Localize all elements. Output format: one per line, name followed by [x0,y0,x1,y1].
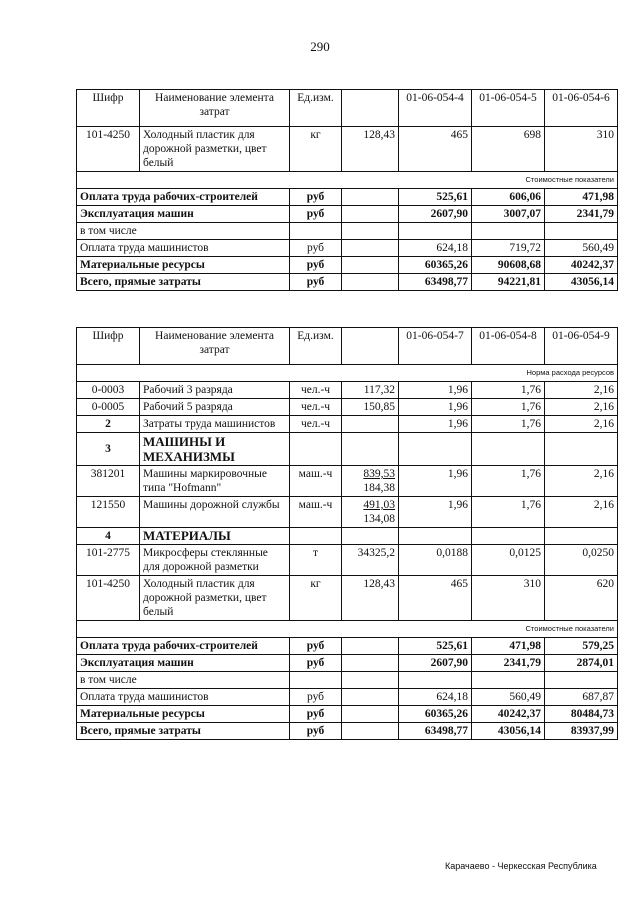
cost-name: Оплата труда машинистов [77,689,290,706]
row-unit: маш.-ч [290,466,342,497]
cost-unit: руб [290,189,342,206]
row-code: 0-0003 [77,382,140,399]
row-unit: т [290,545,342,576]
row-price: 491,03 [363,499,395,511]
row-unit: чел.-ч [290,399,342,416]
row-value-2: 1,76 [472,399,545,416]
row-unit [290,528,342,545]
row-price-cell [342,497,399,528]
page-number: 290 [310,39,330,54]
header-col-3: 01-06-054-9 [545,328,618,365]
row-unit: кг [290,127,342,172]
cost-value-2: 2341,79 [472,655,545,672]
cost-name: Оплата труда рабочих-строителей [77,638,290,655]
cost-unit: руб [290,274,342,291]
cost-unit: руб [290,723,342,740]
header-code: Шифр [77,90,140,127]
row-unit: маш.-ч [290,497,342,528]
row-value-3: 310 [545,127,618,172]
cost-row [77,223,618,240]
header-unit: Ед.изм. [290,90,342,127]
header-code: Шифр [77,328,140,365]
cost-value-2: 560,49 [472,689,545,706]
header-col-2: 01-06-054-5 [472,90,545,127]
row-name: Микросферы стеклянные для дорожной разметки [140,545,290,576]
row-value-3: 2,16 [545,416,618,433]
cost-unit: руб [290,689,342,706]
row-code: 0-0005 [77,399,140,416]
cost-caption-row [77,172,618,189]
cost-caption-row [77,621,618,638]
cost-row [77,723,618,740]
row-name: Затраты труда машинистов [140,416,290,433]
norm-caption: Норма расхода ресурсов [77,365,618,382]
row-value-3 [545,528,618,545]
cost-value-3: 43056,14 [545,274,618,291]
cost-empty [342,274,399,291]
table-row [77,576,618,621]
row-price: 117,32 [342,382,399,399]
cost-value-1: 60365,26 [399,257,472,274]
row-price-secondary: 184,38 [363,482,395,494]
cost-empty [342,689,399,706]
row-value-2: 1,76 [472,416,545,433]
cost-name: Всего, прямые затраты [77,274,290,291]
header-price [342,90,399,127]
cost-caption: Стоимостные показатели [77,172,618,189]
cost-caption: Стоимостные показатели [77,621,618,638]
row-code: 381201 [77,466,140,497]
cost-value-3: 40242,37 [545,257,618,274]
row-value-3: 0,0250 [545,545,618,576]
cost-value-3: 2874,01 [545,655,618,672]
cost-row [77,638,618,655]
table-row [77,127,618,172]
cost-value-3: 687,87 [545,689,618,706]
table-header-row [77,328,618,365]
row-value-2 [472,433,545,466]
row-value-1 [399,528,472,545]
cost-empty [342,655,399,672]
cost-name: Эксплуатация машин [77,655,290,672]
cost-empty [342,638,399,655]
row-name: Рабочий 5 разряда [140,399,290,416]
section-row [77,433,618,466]
cost-value-2 [472,223,545,240]
row-price: 839,53 [363,468,395,480]
row-unit: кг [290,576,342,621]
row-value-1: 1,96 [399,466,472,497]
section-title: МАШИНЫ И МЕХАНИЗМЫ [140,433,290,466]
cost-empty [342,257,399,274]
cost-value-3 [545,223,618,240]
row-value-2: 0,0125 [472,545,545,576]
section-title: МАТЕРИАЛЫ [140,528,290,545]
cost-row [77,240,618,257]
cost-unit [290,223,342,240]
cost-empty [342,189,399,206]
row-value-3: 620 [545,576,618,621]
cost-value-2: 606,06 [472,189,545,206]
cost-unit [290,672,342,689]
header-col-1: 01-06-054-4 [399,90,472,127]
cost-empty [342,723,399,740]
row-code: 121550 [77,497,140,528]
table-row [77,416,618,433]
row-unit: чел.-ч [290,416,342,433]
row-value-3: 2,16 [545,399,618,416]
table-row [77,399,618,416]
row-name: Машины дорожной службы [140,497,290,528]
row-value-2 [472,528,545,545]
table-row [77,382,618,399]
cost-unit: руб [290,257,342,274]
row-value-2: 698 [472,127,545,172]
header-name: Наименование элемента затрат [140,90,290,127]
cost-unit: руб [290,240,342,257]
row-value-1: 1,96 [399,497,472,528]
row-value-1: 1,96 [399,382,472,399]
cost-unit: руб [290,655,342,672]
row-name: Рабочий 3 разряда [140,382,290,399]
header-price [342,328,399,365]
cost-value-1: 2607,90 [399,655,472,672]
table-row [77,466,618,497]
table-row [77,545,618,576]
cost-value-3: 83937,99 [545,723,618,740]
row-unit [290,433,342,466]
cost-value-3: 560,49 [545,240,618,257]
cost-value-1: 525,61 [399,189,472,206]
cost-value-3: 471,98 [545,189,618,206]
cost-value-1: 63498,77 [399,723,472,740]
cost-row [77,189,618,206]
cost-name: в том числе [77,672,290,689]
row-value-1: 465 [399,127,472,172]
table-row [77,497,618,528]
row-price-cell [342,466,399,497]
cost-row [77,206,618,223]
resource-table-1 [76,89,618,291]
cost-empty [342,706,399,723]
cost-value-2: 3007,07 [472,206,545,223]
row-code: 4 [77,528,140,545]
cost-value-1: 525,61 [399,638,472,655]
cost-value-3 [545,672,618,689]
cost-row [77,655,618,672]
cost-unit: руб [290,638,342,655]
cost-value-2: 471,98 [472,638,545,655]
cost-value-1 [399,672,472,689]
row-name: Холодный пластик для дорожной разметки, цвет белый [140,576,290,621]
row-value-1: 1,96 [399,399,472,416]
row-value-3: 2,16 [545,497,618,528]
header-col-3: 01-06-054-6 [545,90,618,127]
cost-empty [342,223,399,240]
cost-row [77,689,618,706]
cost-name: Материальные ресурсы [77,706,290,723]
footer-region: Карачаево - Черкесская Республика [445,861,597,871]
row-price [342,433,399,466]
table-header-row [77,90,618,127]
row-code: 2 [77,416,140,433]
row-code: 101-2775 [77,545,140,576]
row-price [342,416,399,433]
cost-name: Всего, прямые затраты [77,723,290,740]
row-value-2: 1,76 [472,497,545,528]
cost-value-1: 60365,26 [399,706,472,723]
cost-unit: руб [290,706,342,723]
row-price: 34325,2 [342,545,399,576]
row-price: 128,43 [342,127,399,172]
row-price-secondary: 134,08 [363,513,395,525]
cost-value-1: 624,18 [399,240,472,257]
row-value-3: 2,16 [545,382,618,399]
row-value-3 [545,433,618,466]
row-value-1: 465 [399,576,472,621]
header-unit: Ед.изм. [290,328,342,365]
cost-name: Оплата труда машинистов [77,240,290,257]
cost-row [77,274,618,291]
row-name: Машины маркировочные типа "Hofmann" [140,466,290,497]
row-price: 128,43 [342,576,399,621]
cost-value-2: 90608,68 [472,257,545,274]
row-code: 3 [77,433,140,466]
cost-value-1: 624,18 [399,689,472,706]
cost-row [77,257,618,274]
row-name: Холодный пластик для дорожной разметки, цвет белый [140,127,290,172]
cost-name: в том числе [77,223,290,240]
cost-value-2: 719,72 [472,240,545,257]
cost-value-2: 94221,81 [472,274,545,291]
cost-row [77,672,618,689]
row-unit: чел.-ч [290,382,342,399]
cost-value-1 [399,223,472,240]
cost-name: Эксплуатация машин [77,206,290,223]
header-col-1: 01-06-054-7 [399,328,472,365]
cost-name: Оплата труда рабочих-строителей [77,189,290,206]
row-value-2: 1,76 [472,382,545,399]
cost-value-2: 43056,14 [472,723,545,740]
cost-empty [342,206,399,223]
cost-row [77,706,618,723]
row-price: 150,85 [342,399,399,416]
cost-empty [342,240,399,257]
row-code: 101-4250 [77,127,140,172]
resource-table-2 [76,327,618,740]
cost-empty [342,672,399,689]
cost-value-2: 40242,37 [472,706,545,723]
cost-value-3: 579,25 [545,638,618,655]
cost-name: Материальные ресурсы [77,257,290,274]
row-code: 101-4250 [77,576,140,621]
row-price [342,528,399,545]
cost-value-1: 63498,77 [399,274,472,291]
row-value-1 [399,433,472,466]
norm-caption-row [77,365,618,382]
cost-unit: руб [290,206,342,223]
row-value-2: 1,76 [472,466,545,497]
cost-value-1: 2607,90 [399,206,472,223]
cost-value-3: 2341,79 [545,206,618,223]
header-name: Наименование элемента затрат [140,328,290,365]
row-value-1: 0,0188 [399,545,472,576]
section-row [77,528,618,545]
cost-value-2 [472,672,545,689]
cost-value-3: 80484,73 [545,706,618,723]
row-value-2: 310 [472,576,545,621]
header-col-2: 01-06-054-8 [472,328,545,365]
row-value-3: 2,16 [545,466,618,497]
row-value-1: 1,96 [399,416,472,433]
